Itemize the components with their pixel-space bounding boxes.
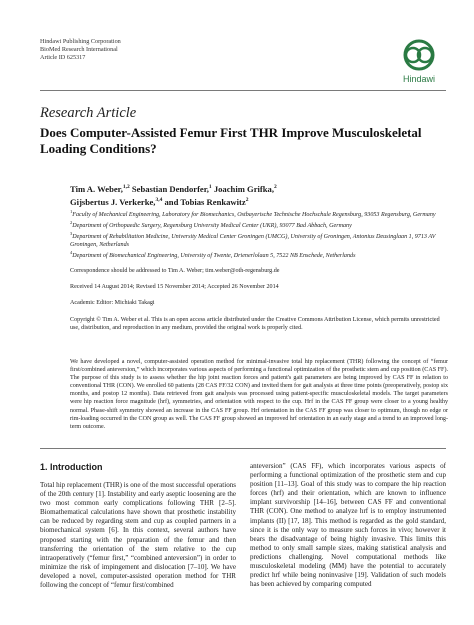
affiliation: $^3$Department of Rehabilitation Medicine, University Medical Center Groningen (UMCG), University of Groningen, Antonius Deusinglaan 1, 9713 AV Groningen, Netherlands (70, 231, 436, 249)
journal-name: BioMed Research International (40, 46, 118, 53)
article-title: Does Computer-Assisted Femur First THR Improve Musculoskeletal Loading Conditions? (40, 125, 422, 156)
author[interactable]: Sebastian Dendorfer,$^1$ (131, 183, 212, 194)
publisher-name: Hindawi Publishing Corporation (40, 38, 121, 45)
hindawi-logo-icon (393, 38, 445, 74)
publisher-info (40, 38, 121, 62)
copyright-notice: Copyright © Tim A. Weber et al. This is an open access article distributed under the Creative Commons Attribution License, which permits unrestricted use, distribution, and reproduction in any medium, provided the original work is properly cited. (70, 317, 440, 331)
author-list (70, 182, 450, 209)
affiliation: $^4$Department of Biomechanical Engineering, University of Twente, Drienerlolaan 5, 7522 NB Enschede, Netherlands (70, 250, 356, 260)
abstract-divider (40, 448, 446, 449)
article-dates: Received 14 August 2014; Revised 15 November 2014; Accepted 26 November 2014 (70, 284, 279, 290)
author[interactable]: and Tobias Renkawitz$^2$ (164, 197, 249, 208)
body-column-left: Total hip replacement (THR) is one of the most successful operations of the 20th century [1]. Instability and early aseptic loosening are the two most common early complications following THR [2–5]. Biomathematical calculations have shown that prosthetic instability can be reduced by regarding stem and cup as coupled partners in a biomechanical system [6]. In this context, several authors have proposed starting with the preparation of the femur and then transferring the orientation of the stem relative to the cup intraoperatively (“femur first,” “combined anteversion”) in order to minimize the risk of impingement and dislocation [7–10]. We have developed a novel, computer-assisted operation method for THR following the concept of “femur first/combined (40, 481, 236, 590)
hindawi-logo (393, 38, 445, 88)
body-column-right: anteversion” (CAS FF), which incorporates various aspects of performing a functional optimization of the prosthetic stem and cup position [11–13]. Goal of this study was to compare the hip reaction forces (hrf) and their orientation, which are known to influence implant survivorship [14–16], between CAS FF and conventional THR (CON). One method to analyze hrf is to employ instrumented implants (II) [17, 18]. This method is regarded as the gold standard, since it is the only way to measure such forces in vivo; however it bears the disadvantage of being highly invasive. This limits this method to only small sample sizes, making statistical analysis and predictions challenging. Novel computational methods like musculoskeletal modeling (MM) have the potential to accurately predict hrf while being noninvasive [19]. Validation of such models has been achieved by comparing computed (250, 462, 446, 589)
article-id: Article ID 625317 (40, 54, 86, 61)
author[interactable]: Gijsbertus J. Verkerke,$^{3,4}$ (70, 197, 163, 208)
article-type: Research Article (40, 105, 137, 121)
author[interactable]: Tim A. Weber,$^{1,2}$ (70, 183, 130, 194)
author[interactable]: Joachim Grifka,$^2$ (213, 183, 277, 194)
affiliation-list (70, 208, 448, 260)
section-heading: 1. Introduction (40, 462, 103, 472)
correspondence: Correspondence should be addressed to Tim A. Weber; tim.weber@oth-regensburg.de (70, 268, 280, 274)
header-divider (40, 90, 446, 91)
logo-text: Hindawi (402, 74, 435, 84)
academic-editor: Academic Editor: Michiaki Takagi (70, 300, 155, 306)
affiliation: $^1$Faculty of Mechanical Engineering, Laboratory for Biomechanics, Ostbayerische Technische Hochschule Regensburg, 93053 Regensburg, Germany (70, 209, 436, 219)
abstract: We have developed a novel, computer-assisted operation method for minimal-invasive total hip replacement (THR) following the concept of “femur first/combined anteversion,” which incorporates various aspects of performing a functional optimization of the prosthetic stem and cup position (CAS FF). The purpose of this study is to assess whether the hip joint reaction forces and patient's gait parameters are being improved by CAS FF in relation to conventional THR (CON). We enrolled 60 patients (28 CAS FF/32 CON) and invited them for gait analysis at three time points (preoperatively, postop six months, and postop 12 months). Data retrieved from gait analysis was processed using patient-specific musculoskeletal models. The target parameters were hip reaction force magnitude (hrf), symmetries, and orientation with respect to the cup. Hrf in the CAS FF group were closer to a young healthy normal. Phase-shift symmetry showed an increase in the CAS FF group. Hrf orientation in the CAS FF group was closer to optimum, though no edge or rim-loading occurred in the CON group as well. The CAS FF group showed an improved hrf orientation in an early stage and a trend to an improved long-term outcome. (70, 359, 448, 430)
affiliation: $^2$Department of Orthopaedic Surgery, Regensburg University Medical Center (UKR), 93077 Bad Abbach, Germany (70, 220, 352, 230)
